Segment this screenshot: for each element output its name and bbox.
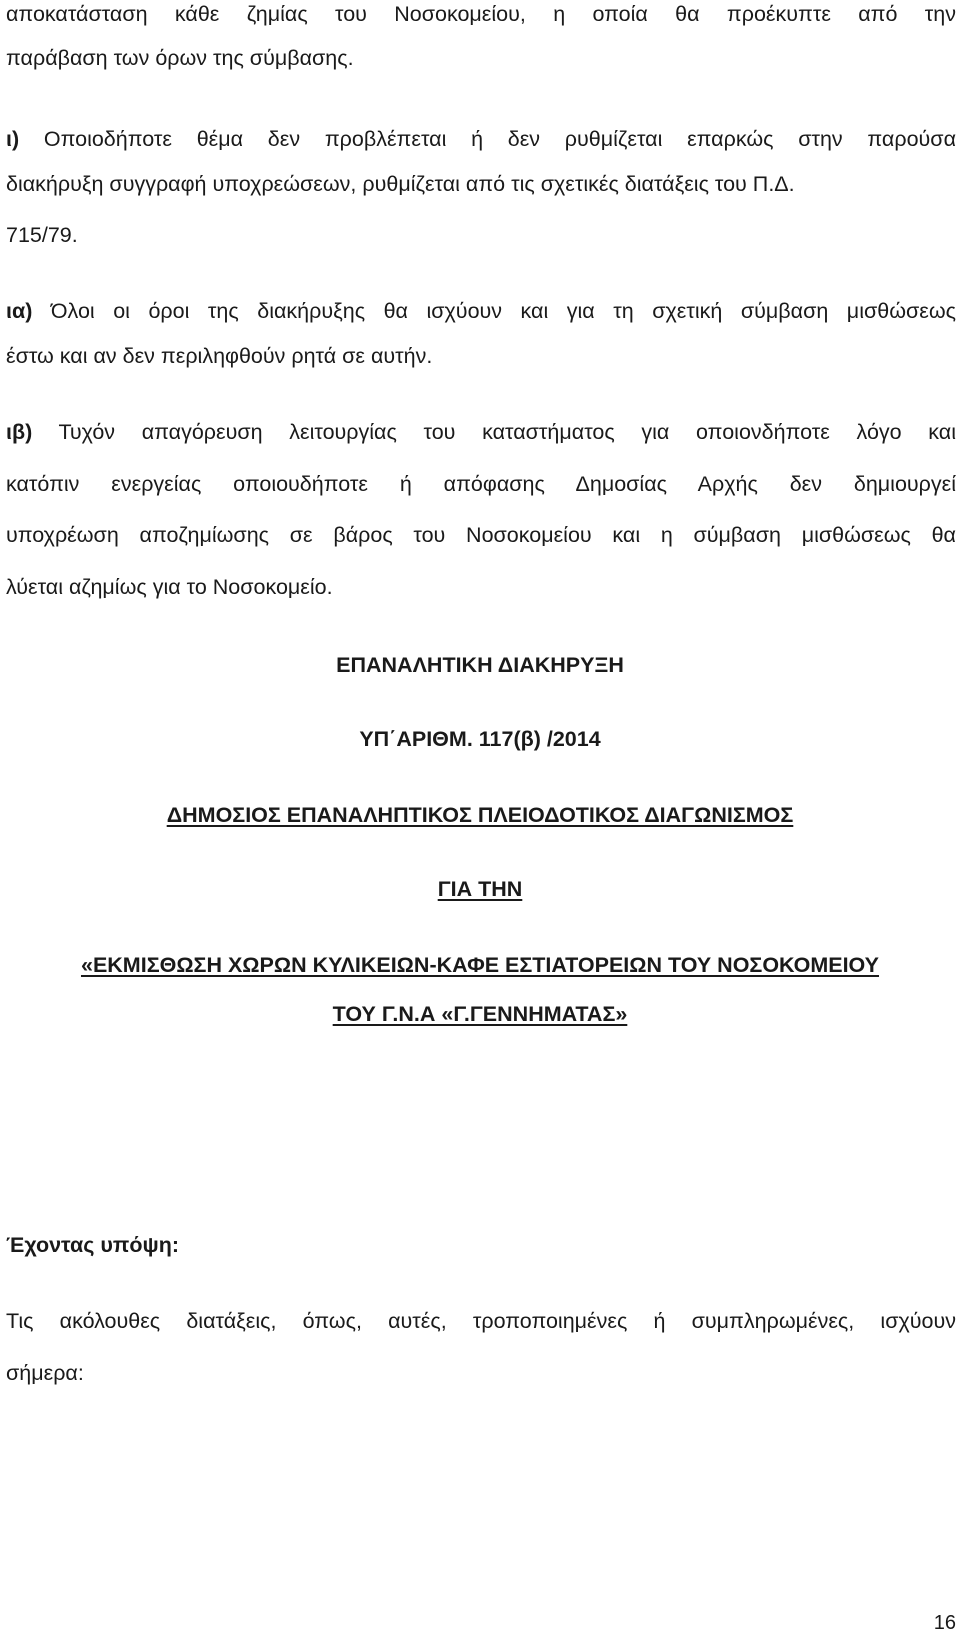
text-line (6, 297, 956, 325)
heading-number: ΥΠ΄ΑΡΙΘΜ. 117(β) /2014 (359, 727, 601, 751)
item-marker: ι) (6, 127, 20, 151)
considering-line1 (6, 1307, 956, 1335)
text-line (6, 125, 956, 153)
heading-competition (0, 801, 960, 829)
text-line: σήμερα: (6, 1361, 84, 1385)
item-ib (6, 418, 956, 446)
heading-subject-line2 (0, 1000, 960, 1028)
heading-subject-text: ΤΟΥ Γ.Ν.Α «Γ.ΓΕΝΝΗΜΑΤΑΣ» (332, 1002, 628, 1026)
item-text: Όλοι οι όροι της διακήρυξης θα ισχύουν και για τη σχετική σύμβαση μισθώσεως (32, 299, 956, 323)
heading-competition-text: ΔΗΜΟΣΙΟΣ ΕΠΑΝΑΛΗΠΤΙΚΟΣ ΠΛΕΙΟΔΟΤΙΚΟΣ ΔΙΑΓΩΝΙΣΜΟΣ (166, 803, 794, 827)
heading-subject-text: «ΕΚΜΙΣΘΩΣΗ ΧΩΡΩΝ ΚΥΛΙΚΕΙΩΝ-ΚΑΦΕ ΕΣΤΙΑΤΟΡΕΙΩΝ ΤΟΥ ΝΟΣΟΚΟΜΕΙΟΥ (80, 953, 880, 977)
item-marker: ιβ) (6, 420, 33, 444)
text-line: αποκατάσταση κάθε ζημίας του Νοσοκομείου, η οποία θα προέκυπτε από την (6, 2, 956, 26)
text-line: υποχρέωση αποζημίωσης σε βάρος του Νοσοκομείου και η σύμβαση μισθώσεως θα (6, 523, 956, 547)
text-line: παράβαση των όρων της σύμβασης. (6, 46, 354, 70)
item-ib-line2 (6, 470, 956, 498)
item-text: Οποιοδήποτε θέμα δεν προβλέπεται ή δεν ρυθμίζεται επαρκώς στην παρούσα (19, 127, 956, 151)
text-line: λύεται αζημίως για το Νοσοκομείο. (6, 575, 333, 599)
item-text: Τυχόν απαγόρευση λειτουργίας του καταστήματος για οποιονδήποτε λόγο και (32, 420, 956, 444)
item-ib-line3 (6, 521, 956, 549)
text-line: κατόπιν ενεργείας οποιουδήποτε ή απόφασης Δημοσίας Αρχής δεν δημιουργεί (6, 472, 956, 496)
paragraph-continuation (6, 0, 956, 28)
page-number: 16 (933, 1612, 956, 1634)
heading-for-text: ΓΙΑ ΤΗΝ (437, 877, 523, 901)
heading-title: ΕΠΑΝΑΛΗΤΙΚΗ ΔΙΑΚΗΡΥΞΗ (336, 653, 624, 677)
heading-subject-line1 (0, 951, 960, 979)
text-line: έστω και αν δεν περιληφθούν ρητά σε αυτήν. (6, 344, 433, 368)
text-line: διακήρυξη συγγραφή υποχρεώσεων, ρυθμίζεται από τις σχετικές διατάξεις του Π.Δ. (6, 172, 795, 196)
item-marker: ια) (6, 299, 33, 323)
text-line: 715/79. (6, 223, 78, 247)
item-i (6, 125, 956, 153)
text-line (6, 418, 956, 446)
text-line: Τις ακόλουθες διατάξεις, όπως, αυτές, τροποποιημένες ή συμπληρωμένες, ισχύουν (6, 1309, 956, 1333)
considering-label: Έχοντας υπόψη: (6, 1233, 179, 1257)
heading-for (0, 875, 960, 903)
item-ia (6, 297, 956, 325)
